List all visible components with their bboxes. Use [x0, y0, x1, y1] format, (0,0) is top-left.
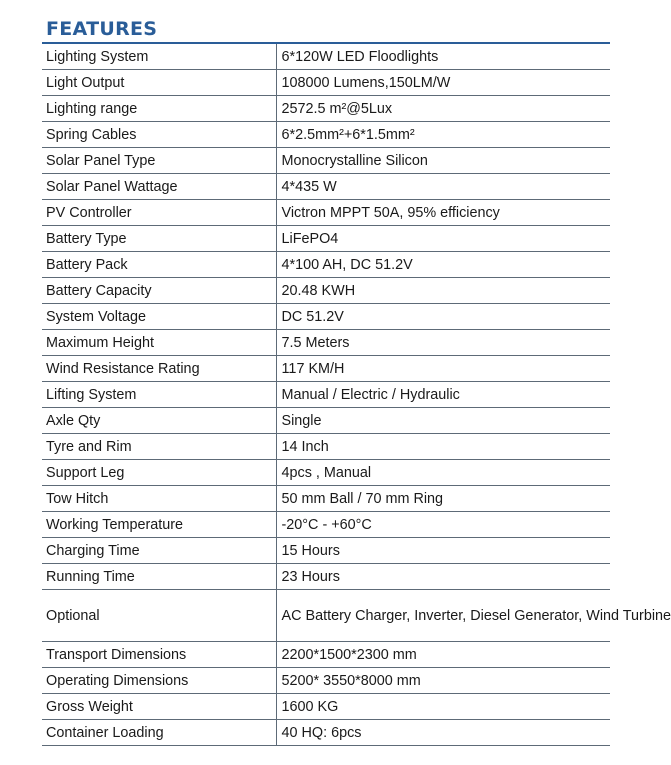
spec-row	[42, 226, 610, 252]
spec-label: Tow Hitch	[42, 486, 276, 512]
spec-label: Lighting System	[42, 44, 276, 70]
spec-row	[42, 590, 610, 642]
spec-value: 6*120W LED Floodlights	[276, 44, 610, 70]
spec-row	[42, 720, 610, 746]
spec-label: Container Loading	[42, 720, 276, 746]
spec-value: 1600 KG	[276, 694, 610, 720]
spec-row	[42, 668, 610, 694]
spec-row	[42, 122, 610, 148]
spec-label: Gross Weight	[42, 694, 276, 720]
spec-value: Single	[276, 408, 610, 434]
spec-value: 6*2.5mm²+6*1.5mm²	[276, 122, 610, 148]
spec-label: Working Temperature	[42, 512, 276, 538]
spec-row	[42, 278, 610, 304]
spec-row	[42, 304, 610, 330]
spec-value: -20°C - +60°C	[276, 512, 610, 538]
features-table-body	[42, 44, 671, 746]
spec-label: Running Time	[42, 564, 276, 590]
spec-value: Monocrystalline Silicon	[276, 148, 610, 174]
spec-label: Battery Pack	[42, 252, 276, 278]
spec-value: 5200* 3550*8000 mm	[276, 668, 610, 694]
spec-row	[42, 70, 610, 96]
spec-label: System Voltage	[42, 304, 276, 330]
spec-row	[42, 96, 610, 122]
spec-label: Operating Dimensions	[42, 668, 276, 694]
spec-value: 4pcs , Manual	[276, 460, 610, 486]
spec-row	[42, 434, 610, 460]
spec-value: 23 Hours	[276, 564, 610, 590]
spec-label: Light Output	[42, 70, 276, 96]
spec-value: 117 KM/H	[276, 356, 610, 382]
spec-row	[42, 252, 610, 278]
spec-value: Manual / Electric / Hydraulic	[276, 382, 610, 408]
spec-label: Charging Time	[42, 538, 276, 564]
spec-value: DC 51.2V	[276, 304, 610, 330]
spec-value: 2200*1500*2300 mm	[276, 642, 610, 668]
spec-row	[42, 382, 610, 408]
spec-value: 14 Inch	[276, 434, 610, 460]
spec-row	[42, 460, 610, 486]
spec-value: 7.5 Meters	[276, 330, 610, 356]
spec-row	[42, 694, 610, 720]
features-table	[42, 44, 671, 746]
features-heading: FEATURES	[46, 18, 158, 40]
spec-row	[42, 408, 610, 434]
spec-row	[42, 174, 610, 200]
spec-label: Spring Cables	[42, 122, 276, 148]
spec-label: Solar Panel Wattage	[42, 174, 276, 200]
spec-value: 15 Hours	[276, 538, 610, 564]
spec-value: 40 HQ: 6pcs	[276, 720, 610, 746]
spec-value: LiFePO4	[276, 226, 610, 252]
spec-label: Solar Panel Type	[42, 148, 276, 174]
spec-value: 4*100 AH, DC 51.2V	[276, 252, 610, 278]
spec-label: Battery Type	[42, 226, 276, 252]
spec-label: Battery Capacity	[42, 278, 276, 304]
spec-value: 50 mm Ball / 70 mm Ring	[276, 486, 610, 512]
spec-label: Lifting System	[42, 382, 276, 408]
spec-label: Wind Resistance Rating	[42, 356, 276, 382]
spec-row	[42, 356, 610, 382]
spec-row	[42, 44, 610, 70]
spec-row	[42, 200, 610, 226]
spec-value: Victron MPPT 50A, 95% efficiency	[276, 200, 610, 226]
spec-label: Optional	[42, 590, 276, 642]
spec-row	[42, 148, 610, 174]
spec-label: Lighting range	[42, 96, 276, 122]
spec-row	[42, 564, 610, 590]
spec-label: Axle Qty	[42, 408, 276, 434]
spec-row	[42, 538, 610, 564]
spec-value: 20.48 KWH	[276, 278, 610, 304]
spec-label: Tyre and Rim	[42, 434, 276, 460]
spec-value: 108000 Lumens,150LM/W	[276, 70, 610, 96]
spec-row	[42, 486, 610, 512]
spec-label: Transport Dimensions	[42, 642, 276, 668]
spec-value: 4*435 W	[276, 174, 610, 200]
spec-row	[42, 512, 610, 538]
spec-label: Maximum Height	[42, 330, 276, 356]
spec-value: 2572.5 m²@5Lux	[276, 96, 610, 122]
spec-row	[42, 642, 610, 668]
spec-value: AC Battery Charger, Inverter, Diesel Generator, Wind Turbine	[276, 590, 610, 642]
spec-row	[42, 330, 610, 356]
spec-label: PV Controller	[42, 200, 276, 226]
spec-label: Support Leg	[42, 460, 276, 486]
